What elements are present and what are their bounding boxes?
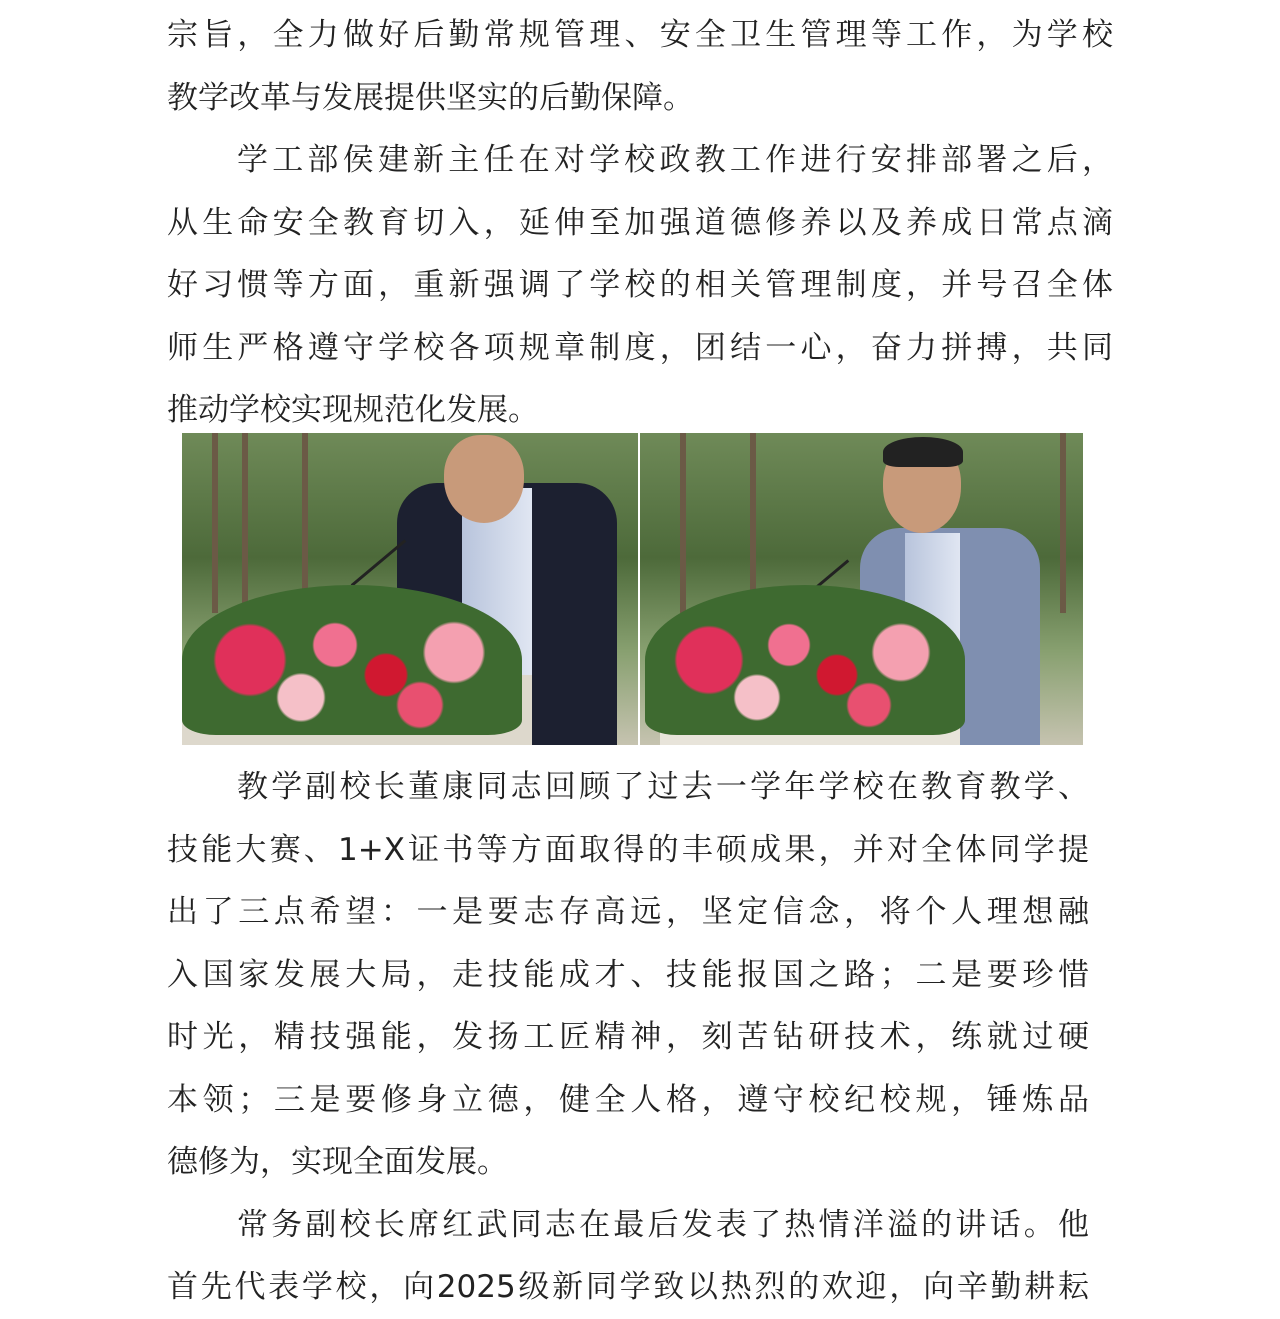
text-line: 教学改革与发展提供坚实的后勤保障。 [167,79,694,116]
paragraph-block-bottom [167,756,1089,1319]
text-line: 宗旨，全力做好后勤常规管理、安全卫生管理等工作，为学校 [167,17,1113,53]
text-line: 时光，精技强能，发扬工匠精神，刻苦钻研技术，练就过硬 [167,1019,1089,1055]
text-line: 技能大赛、1+X证书等方面取得的丰硕成果，并对全体同学提 [167,831,1089,868]
photo-speaker-reading [182,433,638,745]
photo-speaker-standing [640,433,1083,745]
text-line: 从生命安全教育切入，延伸至加强道德修养以及养成日常点滴 [167,204,1113,241]
paragraph-block-top [167,4,1113,442]
text-line: 教学副校长董康同志回顾了过去一学年学校在教育教学、 [237,769,1089,805]
text-line: 常务副校长席红武同志在最后发表了热情洋溢的讲话。他 [237,1206,1089,1243]
text-line: 出了三点希望：一是要志存高远，坚定信念，将个人理想融 [167,894,1089,930]
text-line: 师生严格遵守学校各项规章制度，团结一心，奋力拼搏，共同 [167,329,1113,366]
text-line: 好习惯等方面，重新强调了学校的相关管理制度，并号召全体 [167,267,1113,303]
photo-row [182,433,1083,745]
text-line: 首先代表学校，向2025级新同学致以热烈的欢迎，向辛勤耕耘 [167,1269,1089,1305]
text-line: 本领；三是要修身立德，健全人格，遵守校纪校规，锤炼品 [167,1081,1089,1118]
text-line: 入国家发展大局，走技能成才、技能报国之路；二是要珍惜 [167,956,1089,993]
text-line: 推动学校实现规范化发展。 [167,392,539,428]
text-line: 学工部侯建新主任在对学校政教工作进行安排部署之后， [237,142,1113,178]
text-line: 德修为，实现全面发展。 [167,1144,508,1180]
